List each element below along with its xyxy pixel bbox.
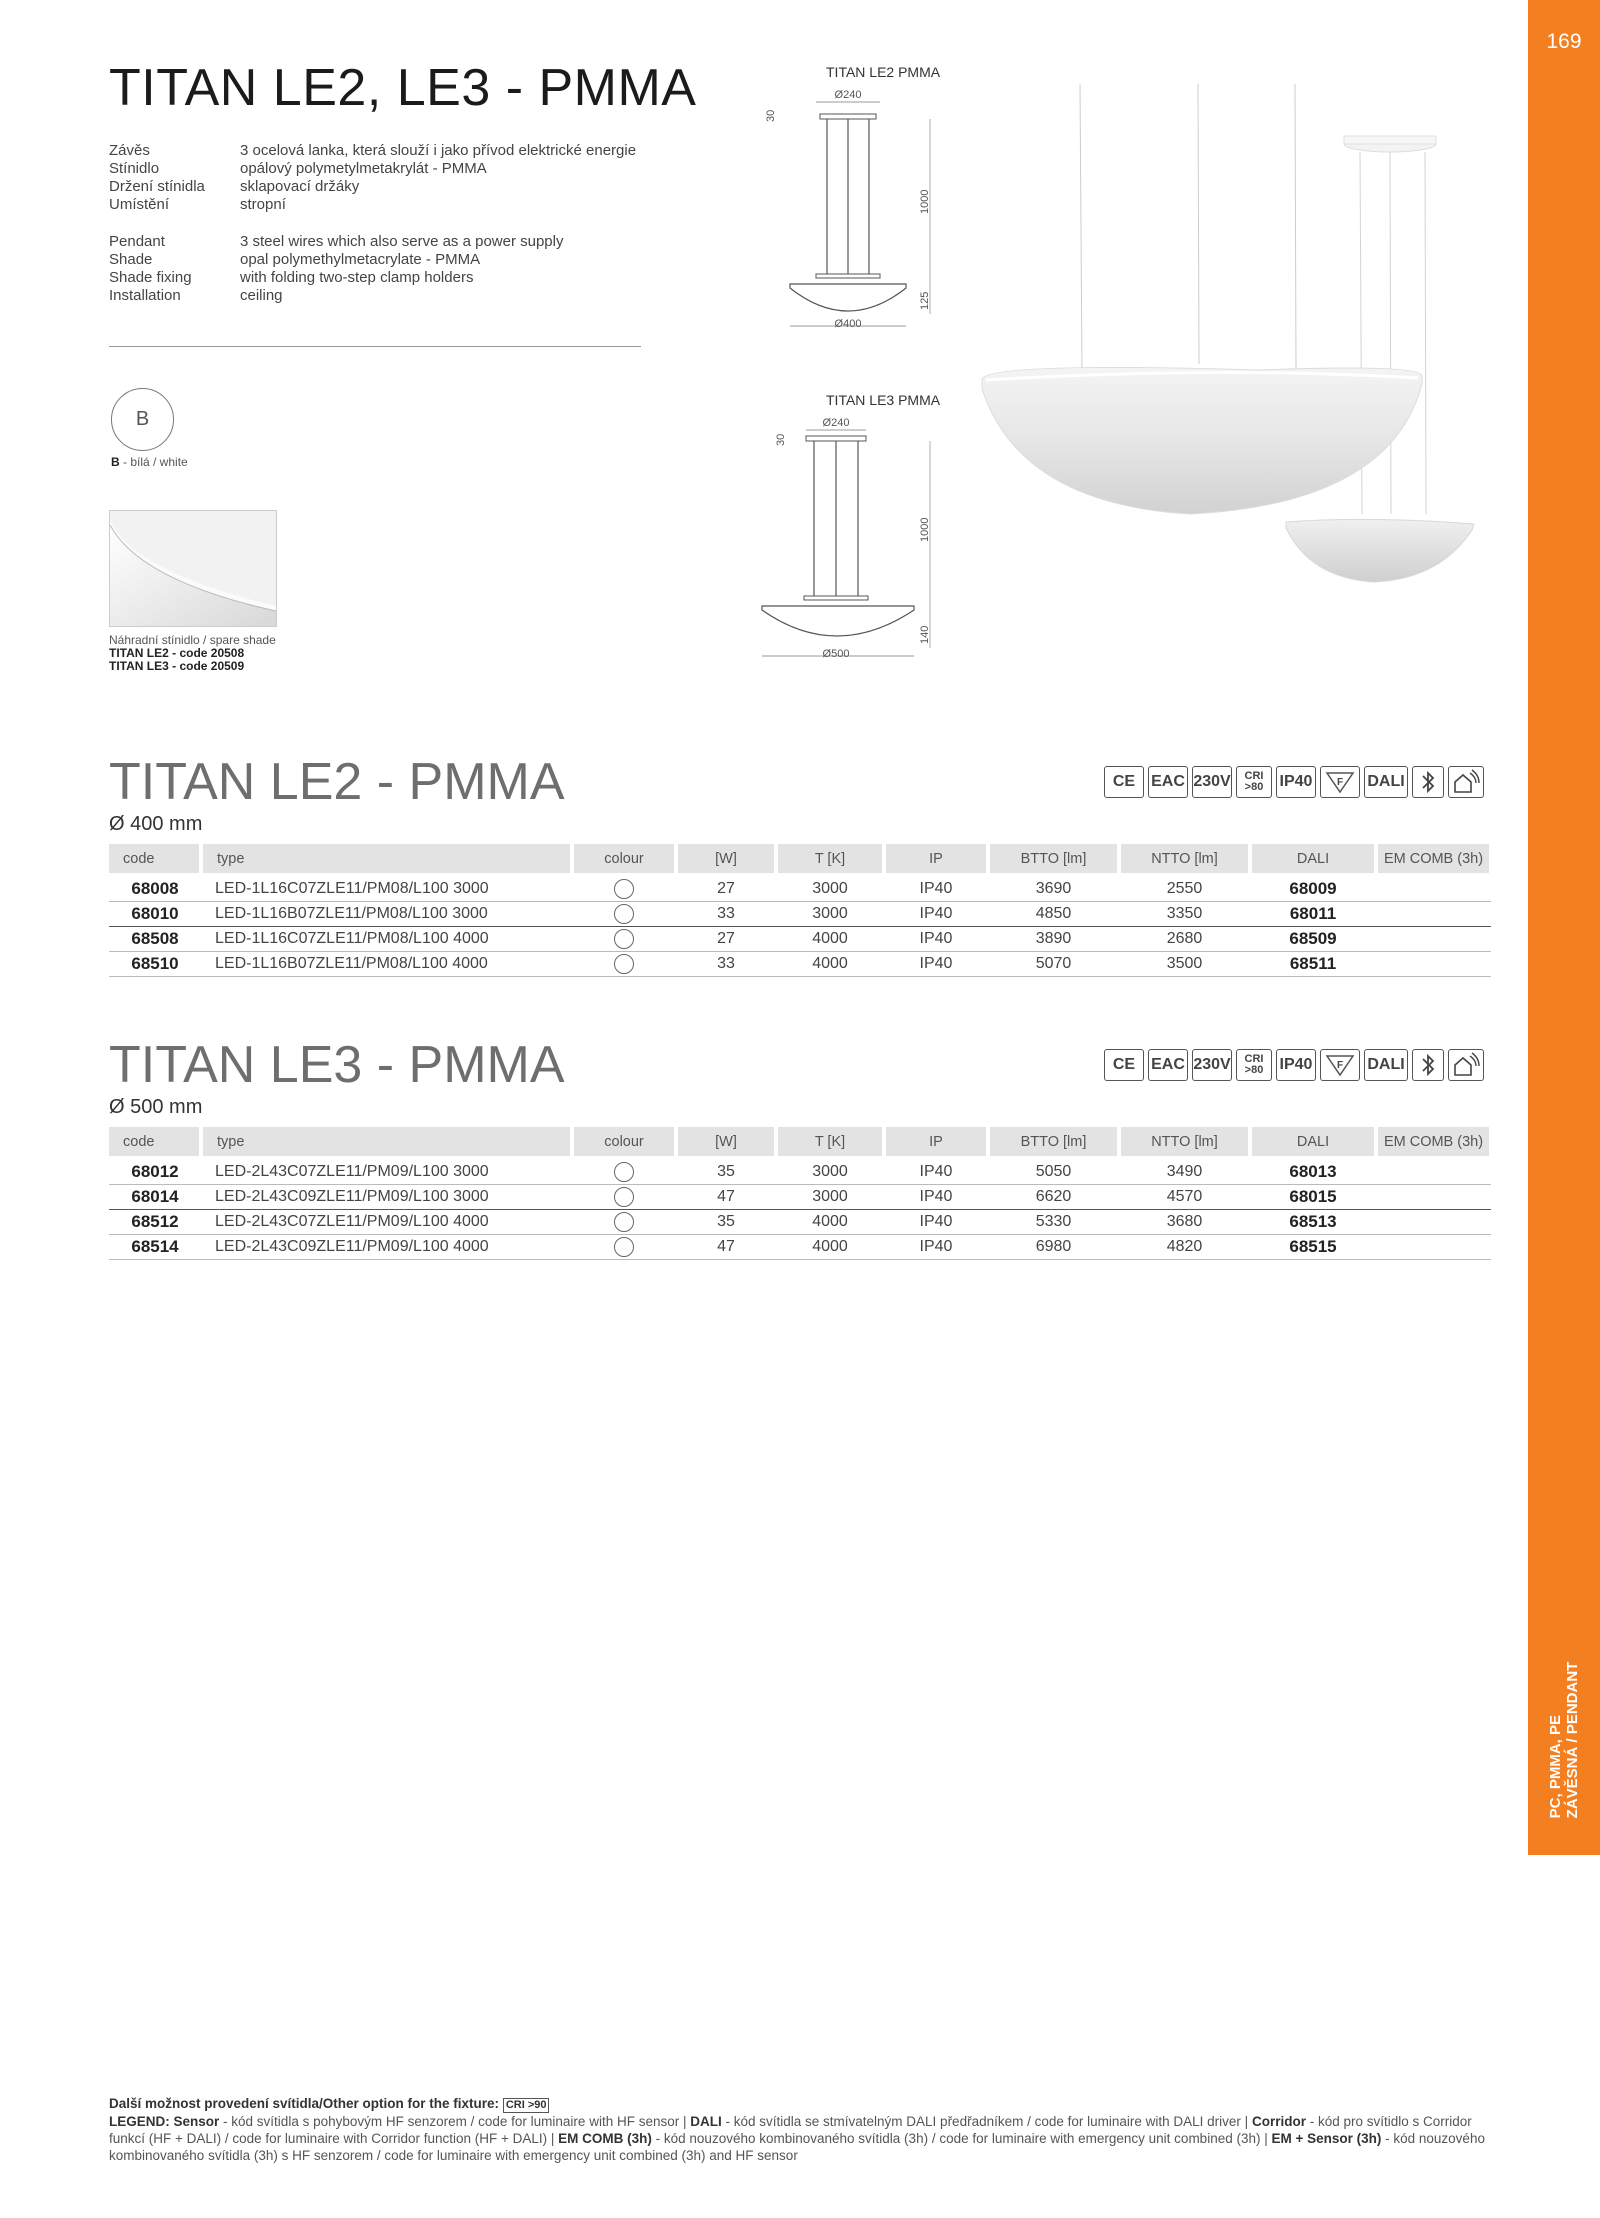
col-code: code [109, 1127, 201, 1156]
product-table-le3 [109, 1127, 1493, 1260]
cell-ntto: 4570 [1119, 1185, 1250, 1210]
f-mark-text: F [1336, 777, 1344, 788]
cell-ntto: 2680 [1119, 927, 1250, 952]
cell-ip: IP40 [884, 927, 988, 952]
sensor-home-icon [1448, 766, 1484, 798]
legend-dali-text: - kód svítidla se stmívatelným DALI předřadníkem / code for luminaire with DALI driver | [721, 2114, 1252, 2129]
cell-em [1376, 1185, 1491, 1210]
col-watt: [W] [676, 844, 776, 873]
cell-ip: IP40 [884, 1235, 988, 1260]
cell-temp: 3000 [776, 877, 884, 902]
spec-label: Shade fixing [109, 269, 192, 286]
cell-btto: 6620 [988, 1185, 1119, 1210]
cell-temp: 3000 [776, 1160, 884, 1185]
legend-ems-label: EM + Sensor (3h) [1271, 2131, 1382, 2146]
dali-icon: DALI [1364, 1049, 1408, 1081]
cell-colour [572, 927, 676, 952]
spec-row [109, 233, 563, 251]
cell-temp: 4000 [776, 952, 884, 977]
cell-type: LED-2L43C07ZLE11/PM09/L100 3000 [201, 1160, 572, 1185]
cell-em [1376, 1235, 1491, 1260]
cell-type: LED-1L16B07ZLE11/PM08/L100 3000 [201, 902, 572, 927]
spec-value: opal polymethylmetacrylate - PMMA [240, 251, 481, 268]
spec-label: Installation [109, 287, 181, 304]
cell-colour [572, 1235, 676, 1260]
col-temp: T [K] [776, 844, 884, 873]
cell-watt: 47 [676, 1185, 776, 1210]
cell-type: LED-2L43C09ZLE11/PM09/L100 4000 [201, 1235, 572, 1260]
table-row [109, 902, 1491, 927]
cell-temp: 3000 [776, 1185, 884, 1210]
colour-dot-white [614, 879, 634, 899]
col-type: type [201, 844, 572, 873]
drawing-title-le2: TITAN LE2 PMMA [826, 64, 941, 80]
cell-ntto: 3680 [1119, 1210, 1250, 1235]
spare-line1: Náhradní stínidlo / spare shade [109, 633, 276, 647]
cell-ip: IP40 [884, 1160, 988, 1185]
cell-code: 68012 [109, 1160, 201, 1185]
colour-swatch-white [111, 388, 174, 451]
side-category-label [1547, 1662, 1581, 1819]
certification-icons-le2 [1104, 766, 1484, 800]
table-row [109, 952, 1491, 977]
spec-label: Pendant [109, 233, 165, 250]
table-row [109, 877, 1491, 902]
legend-em-label: EM COMB (3h) [558, 2131, 652, 2146]
cell-btto: 5070 [988, 952, 1119, 977]
col-type: type [201, 1127, 572, 1156]
spec-value: stropní [240, 196, 286, 213]
legend-label: LEGEND: [109, 2114, 170, 2129]
colour-dot-white [614, 1187, 634, 1207]
drawing-le3 [750, 412, 950, 668]
side-label-line1: PC, PMMA, PE [1547, 1714, 1564, 1819]
eac-icon: EAC [1148, 766, 1188, 798]
table-row [109, 1235, 1491, 1260]
colour-dot-white [614, 1212, 634, 1232]
side-tab [1528, 0, 1600, 1855]
cell-dali: 68511 [1250, 952, 1376, 977]
dim-bottom-diameter: Ø400 [834, 318, 862, 330]
cell-dali: 68011 [1250, 902, 1376, 927]
colour-dot-white [614, 1237, 634, 1257]
dim-cable-length: 1000 [919, 189, 931, 214]
cell-watt: 35 [676, 1210, 776, 1235]
spec-row [109, 287, 563, 305]
page-number: 169 [1546, 30, 1582, 53]
cell-dali: 68509 [1250, 927, 1376, 952]
cell-ntto: 2550 [1119, 877, 1250, 902]
spec-row [109, 251, 563, 269]
section-title-le3: TITAN LE3 - PMMA [109, 1036, 565, 1094]
table-row [109, 1185, 1491, 1210]
cell-colour [572, 877, 676, 902]
f-mark-icon [1320, 1049, 1360, 1081]
cell-ntto: 4820 [1119, 1235, 1250, 1260]
colour-letter: B [135, 408, 150, 430]
cell-btto: 4850 [988, 902, 1119, 927]
section-diameter-le3: Ø 500 mm [109, 1096, 203, 1118]
cell-btto: 5330 [988, 1210, 1119, 1235]
ce-icon: CE [1104, 766, 1144, 798]
cell-watt: 33 [676, 902, 776, 927]
cell-colour [572, 1160, 676, 1185]
bluetooth-icon [1412, 1049, 1444, 1081]
f-mark-text: F [1336, 1060, 1344, 1071]
legend-corridor-text: - kód pro svítidlo s Corridor funkcí (HF + DALI) / code for luminaire with Corridor function (HF + DALI) | [109, 2114, 1472, 2146]
voltage-icon: 230V [1192, 1049, 1232, 1081]
dim-cable-length: 1000 [919, 517, 931, 542]
cell-code: 68508 [109, 927, 201, 952]
spec-value: 3 ocelová lanka, která slouží i jako přívod elektrické energie [240, 142, 637, 159]
colour-caption [111, 455, 188, 469]
spec-label: Závěs [109, 142, 150, 159]
dim-shade-height: 125 [919, 291, 931, 310]
spec-value: ceiling [240, 287, 283, 304]
table-header [109, 844, 1491, 873]
col-btto: BTTO [lm] [988, 1127, 1119, 1156]
table-row [109, 1160, 1491, 1185]
cell-dali: 68513 [1250, 1210, 1376, 1235]
cell-watt: 35 [676, 1160, 776, 1185]
cell-temp: 4000 [776, 1210, 884, 1235]
cell-ip: IP40 [884, 952, 988, 977]
f-mark-icon [1320, 766, 1360, 798]
spec-row [109, 160, 636, 178]
ip-rating-icon: IP40 [1276, 1049, 1316, 1081]
colour-dot-white [614, 904, 634, 924]
cell-colour [572, 1185, 676, 1210]
col-em: EM COMB (3h) [1376, 1127, 1491, 1156]
drawing-le2 [756, 84, 946, 334]
table-row [109, 927, 1491, 952]
cell-btto: 3690 [988, 877, 1119, 902]
cell-ip: IP40 [884, 1185, 988, 1210]
cri90-badge: CRI >90 [503, 2098, 550, 2113]
voltage-icon: 230V [1192, 766, 1232, 798]
bluetooth-icon [1412, 766, 1444, 798]
dim-top-height: 30 [775, 433, 787, 446]
cell-watt: 33 [676, 952, 776, 977]
cell-code: 68014 [109, 1185, 201, 1210]
cri-icon: CRI >80 [1236, 1049, 1272, 1081]
cell-code: 68514 [109, 1235, 201, 1260]
legend-text [109, 2113, 1494, 2164]
spec-label: Umístění [109, 196, 170, 213]
cell-code: 68010 [109, 902, 201, 927]
cell-colour [572, 902, 676, 927]
legend-footer [109, 2095, 1494, 2164]
cell-em [1376, 902, 1491, 927]
colour-dot-white [614, 929, 634, 949]
cell-code: 68008 [109, 877, 201, 902]
col-em: EM COMB (3h) [1376, 844, 1491, 873]
spare-line3: TITAN LE3 - code 20509 [109, 659, 245, 673]
spec-value: 3 steel wires which also serve as a power supply [240, 233, 564, 250]
cell-code: 68512 [109, 1210, 201, 1235]
divider [109, 346, 641, 347]
spec-list-cz [109, 142, 636, 214]
col-code: code [109, 844, 201, 873]
cell-em [1376, 952, 1491, 977]
dali-icon: DALI [1364, 766, 1408, 798]
cell-em [1376, 1210, 1491, 1235]
legend-option-line [109, 2095, 1494, 2113]
legend-ems-text: - kód nouzového kombinovaného svítidla (3h) s HF senzorem / code for luminaire with emergency unit combined (3h) and HF sensor [109, 2131, 1485, 2163]
section-diameter-le2: Ø 400 mm [109, 813, 203, 835]
cell-dali: 68009 [1250, 877, 1376, 902]
table-header [109, 1127, 1491, 1156]
spec-row [109, 178, 636, 196]
colour-text: - bílá / white [119, 455, 188, 469]
cell-temp: 4000 [776, 927, 884, 952]
spec-label: Stínidlo [109, 160, 160, 177]
cell-temp: 3000 [776, 902, 884, 927]
legend-corridor-label: Corridor [1251, 2114, 1306, 2129]
spec-row [109, 196, 636, 214]
dim-shade-height: 140 [919, 625, 931, 644]
colour-code: B [111, 455, 120, 469]
col-dali: DALI [1250, 1127, 1376, 1156]
eac-icon: EAC [1148, 1049, 1188, 1081]
drawing-title-le3: TITAN LE3 PMMA [826, 392, 941, 408]
spec-row [109, 142, 636, 160]
col-colour: colour [572, 844, 676, 873]
cell-watt: 27 [676, 877, 776, 902]
cell-code: 68510 [109, 952, 201, 977]
side-label-line2: ZÁVĚSNÁ / PENDANT [1564, 1661, 1581, 1819]
cri-icon: CRI >80 [1236, 766, 1272, 798]
cell-btto: 6980 [988, 1235, 1119, 1260]
cell-em [1376, 877, 1491, 902]
spec-value: sklapovací držáky [240, 178, 360, 195]
col-ip: IP [884, 844, 988, 873]
legend-sensor-label: Sensor [173, 2114, 220, 2129]
cell-dali: 68013 [1250, 1160, 1376, 1185]
option-label: Další možnost provedení svítidla/Other option for the fixture: [109, 2096, 500, 2111]
spare-shade-text [109, 634, 276, 673]
legend-sensor-text: - kód svítidla s pohybovým HF senzorem / code for luminaire with HF sensor | [219, 2114, 691, 2129]
cell-temp: 4000 [776, 1235, 884, 1260]
table-row [109, 1210, 1491, 1235]
page-title: TITAN LE2, LE3 - PMMA [109, 59, 697, 117]
cell-type: LED-1L16C07ZLE11/PM08/L100 3000 [201, 877, 572, 902]
cell-dali: 68015 [1250, 1185, 1376, 1210]
cell-colour [572, 1210, 676, 1235]
dim-bottom-diameter: Ø500 [822, 648, 850, 660]
spec-value: opálový polymetylmetakrylát - PMMA [240, 160, 487, 177]
col-ntto: NTTO [lm] [1119, 1127, 1250, 1156]
cell-em [1376, 927, 1491, 952]
cell-type: LED-2L43C07ZLE11/PM09/L100 4000 [201, 1210, 572, 1235]
spare-shade-image [109, 510, 277, 627]
colour-dot-white [614, 1162, 634, 1182]
cell-btto: 5050 [988, 1160, 1119, 1185]
cell-colour [572, 952, 676, 977]
cell-ntto: 3500 [1119, 952, 1250, 977]
col-ntto: NTTO [lm] [1119, 844, 1250, 873]
cell-watt: 47 [676, 1235, 776, 1260]
cell-type: LED-2L43C09ZLE11/PM09/L100 3000 [201, 1185, 572, 1210]
ce-icon: CE [1104, 1049, 1144, 1081]
legend-dali-label: DALI [690, 2114, 722, 2129]
col-btto: BTTO [lm] [988, 844, 1119, 873]
dim-top-height: 30 [765, 109, 777, 122]
cell-ntto: 3490 [1119, 1160, 1250, 1185]
col-temp: T [K] [776, 1127, 884, 1156]
spec-label: Držení stínidla [109, 178, 205, 195]
cell-em [1376, 1160, 1491, 1185]
cell-ntto: 3350 [1119, 902, 1250, 927]
dim-top-diameter: Ø240 [822, 417, 850, 429]
certification-icons-le3 [1104, 1049, 1484, 1083]
product-table-le2 [109, 844, 1493, 977]
cell-ip: IP40 [884, 877, 988, 902]
cell-btto: 3890 [988, 927, 1119, 952]
spare-line2: TITAN LE2 - code 20508 [109, 646, 245, 660]
col-colour: colour [572, 1127, 676, 1156]
spec-list-en [109, 233, 563, 305]
cell-ip: IP40 [884, 1210, 988, 1235]
cell-type: LED-1L16B07ZLE11/PM08/L100 4000 [201, 952, 572, 977]
section-title-le2: TITAN LE2 - PMMA [109, 753, 565, 811]
col-ip: IP [884, 1127, 988, 1156]
col-watt: [W] [676, 1127, 776, 1156]
cell-dali: 68515 [1250, 1235, 1376, 1260]
ip-rating-icon: IP40 [1276, 766, 1316, 798]
dim-top-diameter: Ø240 [834, 89, 862, 101]
cell-type: LED-1L16C07ZLE11/PM08/L100 4000 [201, 927, 572, 952]
spec-label: Shade [109, 251, 153, 268]
cell-ip: IP40 [884, 902, 988, 927]
spec-value: with folding two-step clamp holders [240, 269, 474, 286]
col-dali: DALI [1250, 844, 1376, 873]
sensor-home-icon [1448, 1049, 1484, 1081]
legend-em-text: - kód nouzového kombinovaného svítidla (3h) / code for luminaire with emergency unit combined (3h) | [651, 2131, 1272, 2146]
spec-row [109, 269, 563, 287]
colour-dot-white [614, 954, 634, 974]
cell-watt: 27 [676, 927, 776, 952]
product-photo [970, 84, 1526, 604]
